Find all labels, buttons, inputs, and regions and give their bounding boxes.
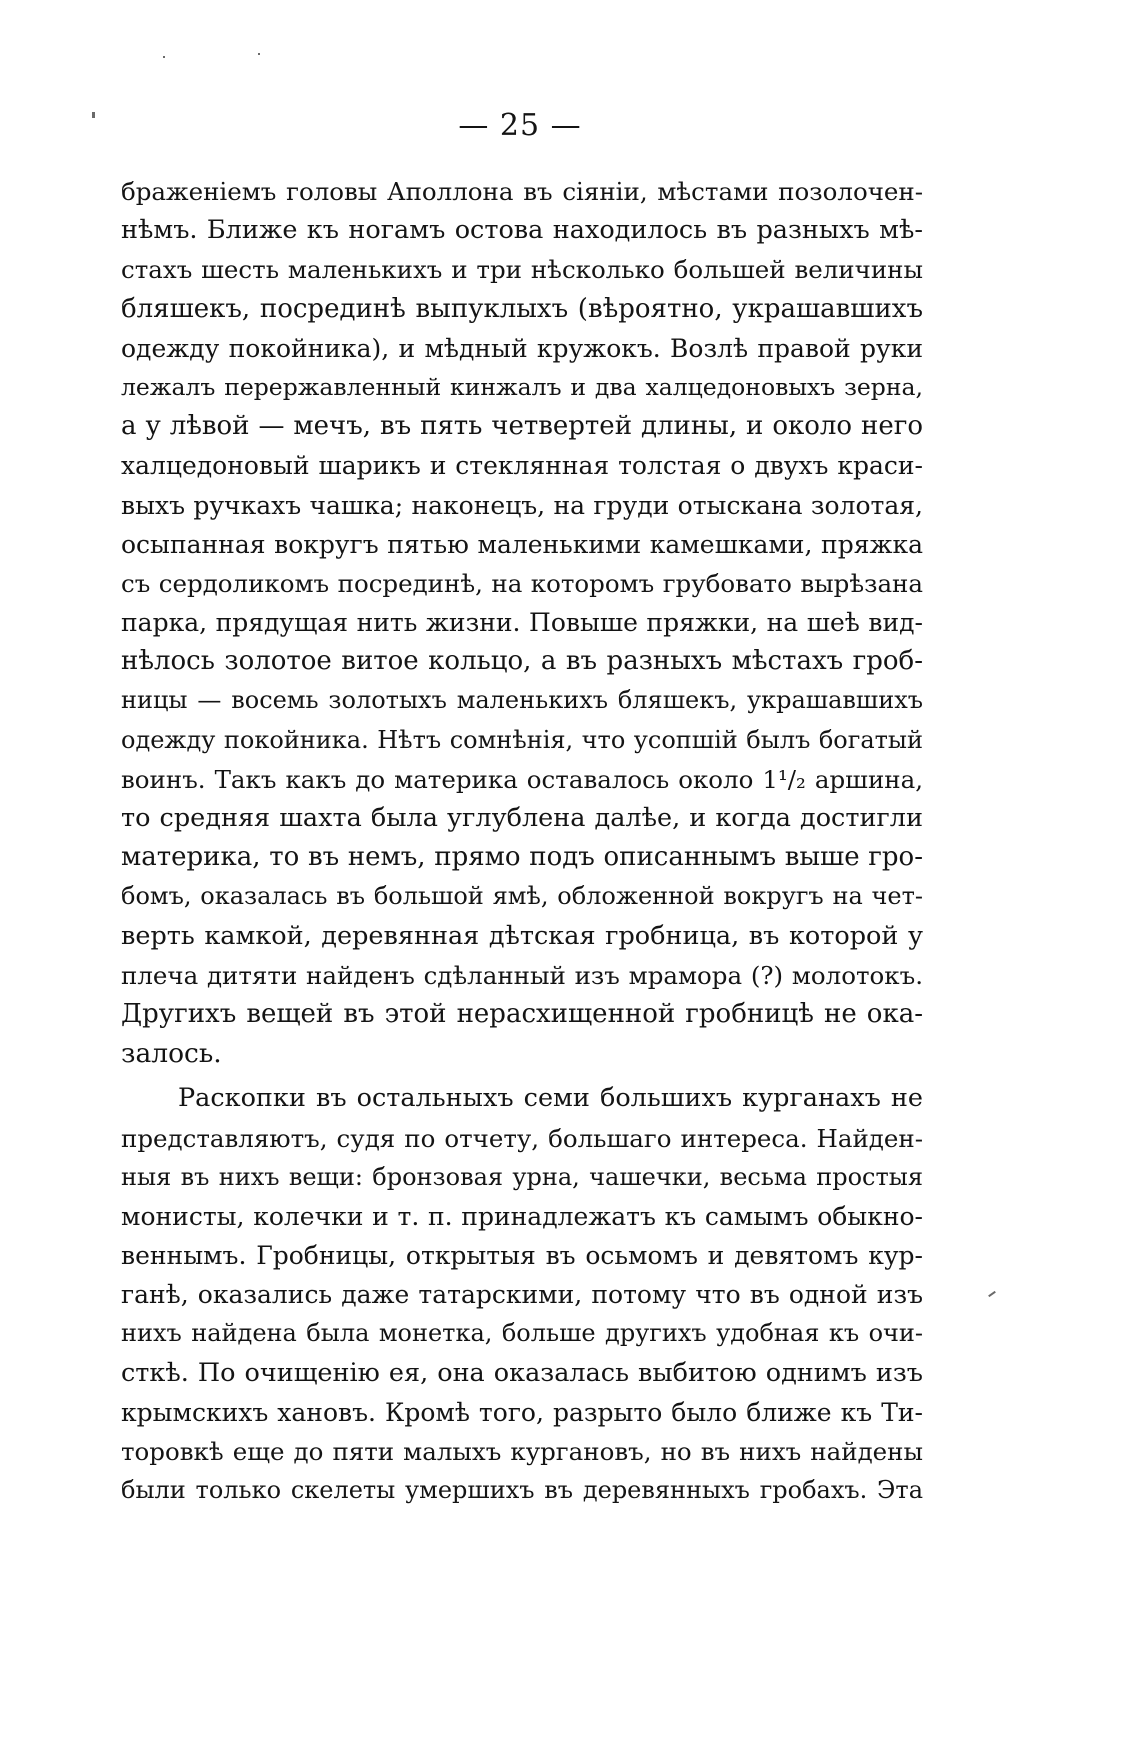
text-line: лежалъ перержавленный кинжалъ и два халцедоновыхъ зерна,: [121, 372, 923, 401]
body-text: [121, 172, 923, 1510]
text-line: материка, то въ немъ, прямо подъ описаннымъ выше гро-: [121, 842, 923, 873]
text-line: верть камкой, деревянная дѣтская гробница, въ которой у: [121, 920, 923, 951]
text-line: то средняя шахта была углублена далѣе, и когда достигли: [121, 803, 923, 833]
text-line: нѣмъ. Ближе къ ногамъ остова находилось въ разныхъ мѣ-: [121, 215, 923, 246]
text-line: ницы — восемь золотыхъ маленькихъ бляшекъ, украшавшихъ: [121, 686, 923, 715]
text-line: Другихъ вещей въ этой нерасхищенной гробницѣ не ока-: [121, 998, 923, 1029]
text-line: залось.: [121, 1038, 222, 1070]
text-line: представляютъ, судя по отчету, большаго интереса. Найден-: [121, 1123, 923, 1153]
scan-speck: [258, 53, 260, 55]
text-line: торовкѣ еще до пяти малыхъ кургановъ, но въ нихъ найдены: [121, 1437, 923, 1466]
text-line: браженіемъ головы Аполлона въ сіяніи, мѣстами позолочен-: [121, 177, 923, 206]
text-line: халцедоновый шарикъ и стеклянная толстая о двухъ краси-: [121, 451, 923, 481]
text-line: нихъ найдена была монетка, больше другихъ удобная къ очи-: [121, 1319, 923, 1348]
text-line: нѣлось золотое витое кольцо, а въ разныхъ мѣстахъ гроб-: [121, 646, 923, 677]
scan-speck: [163, 56, 165, 58]
scan-speck: [92, 112, 95, 118]
text-line: бомъ, оказалась въ большой ямѣ, обложенной вокругъ на чет-: [121, 882, 923, 911]
page-number: — 25 —: [458, 108, 582, 143]
text-line: одежду покойника), и мѣдный кружокъ. Возлѣ правой руки: [121, 333, 923, 363]
text-line: бляшекъ, посрединѣ выпуклыхъ (вѣроятно, украшавшихъ: [121, 293, 923, 324]
text-line: парка, прядущая нить жизни. Повыше пряжки, на шеѣ вид-: [121, 608, 923, 638]
text-line: ганѣ, оказались даже татарскими, потому что въ одной изъ: [121, 1280, 923, 1310]
text-line: одежду покойника. Нѣтъ сомнѣнія, что усопшій былъ богатый: [121, 725, 923, 754]
text-line: осыпанная вокругъ пятью маленькими камешками, пряжка: [121, 529, 923, 559]
text-line: а у лѣвой — мечъ, въ пять четвертей длины, и около него: [121, 411, 923, 442]
text-line: ныя въ нихъ вещи: бронзовая урна, чашечки, весьма простыя: [121, 1162, 923, 1191]
text-line: Раскопки въ остальныхъ семи большихъ курганахъ не: [178, 1083, 923, 1114]
paragraph-1: [121, 172, 923, 1073]
text-line: выхъ ручкахъ чашка; наконецъ, на груди отыскана золотая,: [121, 490, 923, 520]
text-line: крымскихъ хановъ. Кромѣ того, разрыто было ближе къ Ти-: [121, 1397, 923, 1427]
text-line: воинъ. Такъ какъ до материка оставалось около 1¹/₂ аршина,: [121, 764, 923, 794]
text-line: были только скелеты умершихъ въ деревянныхъ гробахъ. Эта: [121, 1476, 923, 1505]
text-line: съ сердоликомъ посрединѣ, на которомъ грубовато вырѣзана: [121, 568, 923, 598]
text-line: сткѣ. По очищенію ея, она оказалась выбитою однимъ изъ: [121, 1357, 923, 1388]
scan-speck: [988, 1291, 996, 1297]
text-line: плеча дитяти найденъ сдѣланный изъ мрамора (?) молотокъ.: [121, 960, 923, 990]
text-line: мониcты, колечки и т. п. принадлежатъ къ самымъ обыкно-: [121, 1201, 923, 1231]
text-line: веннымъ. Гробницы, открытыя въ осьмомъ и девятомъ кур-: [121, 1241, 923, 1271]
paragraph-2: [121, 1079, 923, 1510]
text-line: стахъ шесть маленькихъ и три нѣсколько большей величины: [121, 255, 923, 285]
